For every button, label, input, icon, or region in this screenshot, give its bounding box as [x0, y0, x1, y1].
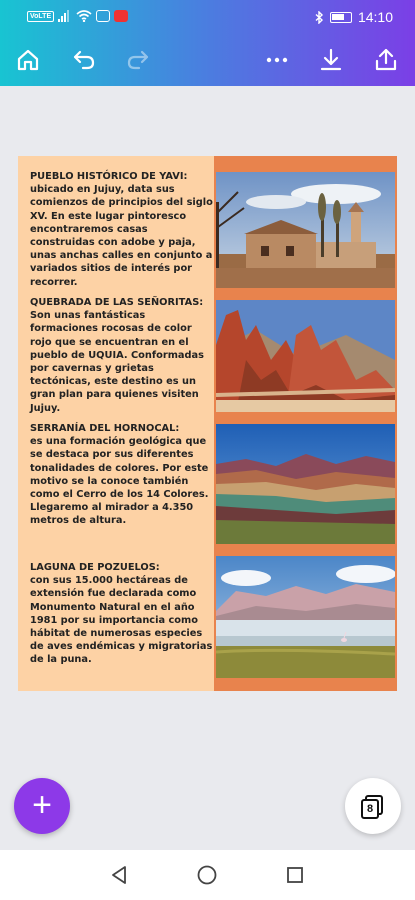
section-body: Son unas fantásticas formaciones rocosas de color rojo que se encuentran en el pueblo de UQUIA. Conformadas por cavernas y grietas tectónicas, este destino es un gran plan para quienes visiten Jujuy. — [30, 310, 204, 414]
photo-hornocal[interactable] — [216, 424, 395, 544]
wifi-icon — [76, 10, 92, 22]
home-icon — [15, 47, 41, 73]
pages-count: 8 — [361, 799, 379, 819]
section-hornocal[interactable] — [30, 422, 214, 528]
back-icon — [108, 864, 130, 886]
redo-icon — [125, 47, 151, 73]
home-button[interactable] — [12, 44, 44, 76]
share-icon — [373, 47, 399, 73]
section-title: SERRANÍA DEL HORNOCAL: — [30, 423, 180, 434]
section-title: LAGUNA DE POZUELOS: — [30, 562, 160, 573]
volte-icon: VoLTE — [27, 11, 54, 22]
editor-toolbar — [0, 40, 415, 80]
section-body: con sus 15.000 hectáreas de extensión fue declarada como Monumento Natural en el año 1981 por su importancia como hábitat de numerosas especies de aves endémicas y migratorias de la puna. — [30, 575, 213, 666]
share-button[interactable] — [370, 44, 402, 76]
section-title: QUEBRADA DE LAS SEÑORITAS: — [30, 297, 204, 308]
system-nav-bar — [0, 850, 415, 900]
photo-column — [214, 156, 397, 691]
section-body: es una formación geológica que se destaca por sus diferentes tonalidades de colores. Por este motivo se la conoce también como el Cerro de los 14 Colores. Llegaremo al mirador a 4.350 metros de altura. — [30, 436, 209, 527]
section-pozuelos[interactable] — [30, 561, 214, 667]
app-header — [0, 0, 415, 86]
section-title: PUEBLO HISTÓRICO DE YAVI: — [30, 171, 188, 182]
photo-yavi[interactable] — [216, 172, 395, 288]
signal-icon — [58, 10, 72, 22]
undo-button[interactable] — [68, 44, 100, 76]
battery-icon — [330, 12, 352, 23]
recents-icon — [284, 864, 306, 886]
instagram-icon — [96, 10, 110, 22]
photo-senoritas[interactable] — [216, 300, 395, 412]
download-icon — [318, 47, 344, 73]
add-button[interactable]: + — [14, 778, 70, 834]
section-yavi[interactable] — [30, 170, 214, 289]
undo-icon — [71, 47, 97, 73]
section-senoritas[interactable] — [30, 296, 214, 415]
section-body: ubicado en Jujuy, data sus comienzos de principios del siglo XV. En este lugar pintoresco encontraremos casas construidas con adobe y paja, unas anchas calles en conjunto a variados sitios de interés por recorrer. — [30, 184, 213, 288]
recents-button[interactable] — [284, 864, 306, 886]
design-page[interactable] — [18, 156, 397, 691]
more-icon — [264, 47, 290, 73]
bluetooth-icon — [315, 11, 324, 24]
home-circle-icon — [196, 864, 218, 886]
back-button[interactable] — [108, 864, 130, 886]
pages-button[interactable] — [345, 778, 401, 834]
status-time: 14:10 — [357, 9, 393, 25]
notification-icon — [114, 10, 128, 22]
status-bar — [0, 0, 415, 34]
download-button[interactable] — [315, 44, 347, 76]
more-button[interactable] — [261, 44, 293, 76]
design-canvas[interactable] — [0, 86, 415, 850]
redo-button[interactable] — [122, 44, 154, 76]
home-nav-button[interactable] — [196, 864, 218, 886]
photo-pozuelos[interactable] — [216, 556, 395, 678]
